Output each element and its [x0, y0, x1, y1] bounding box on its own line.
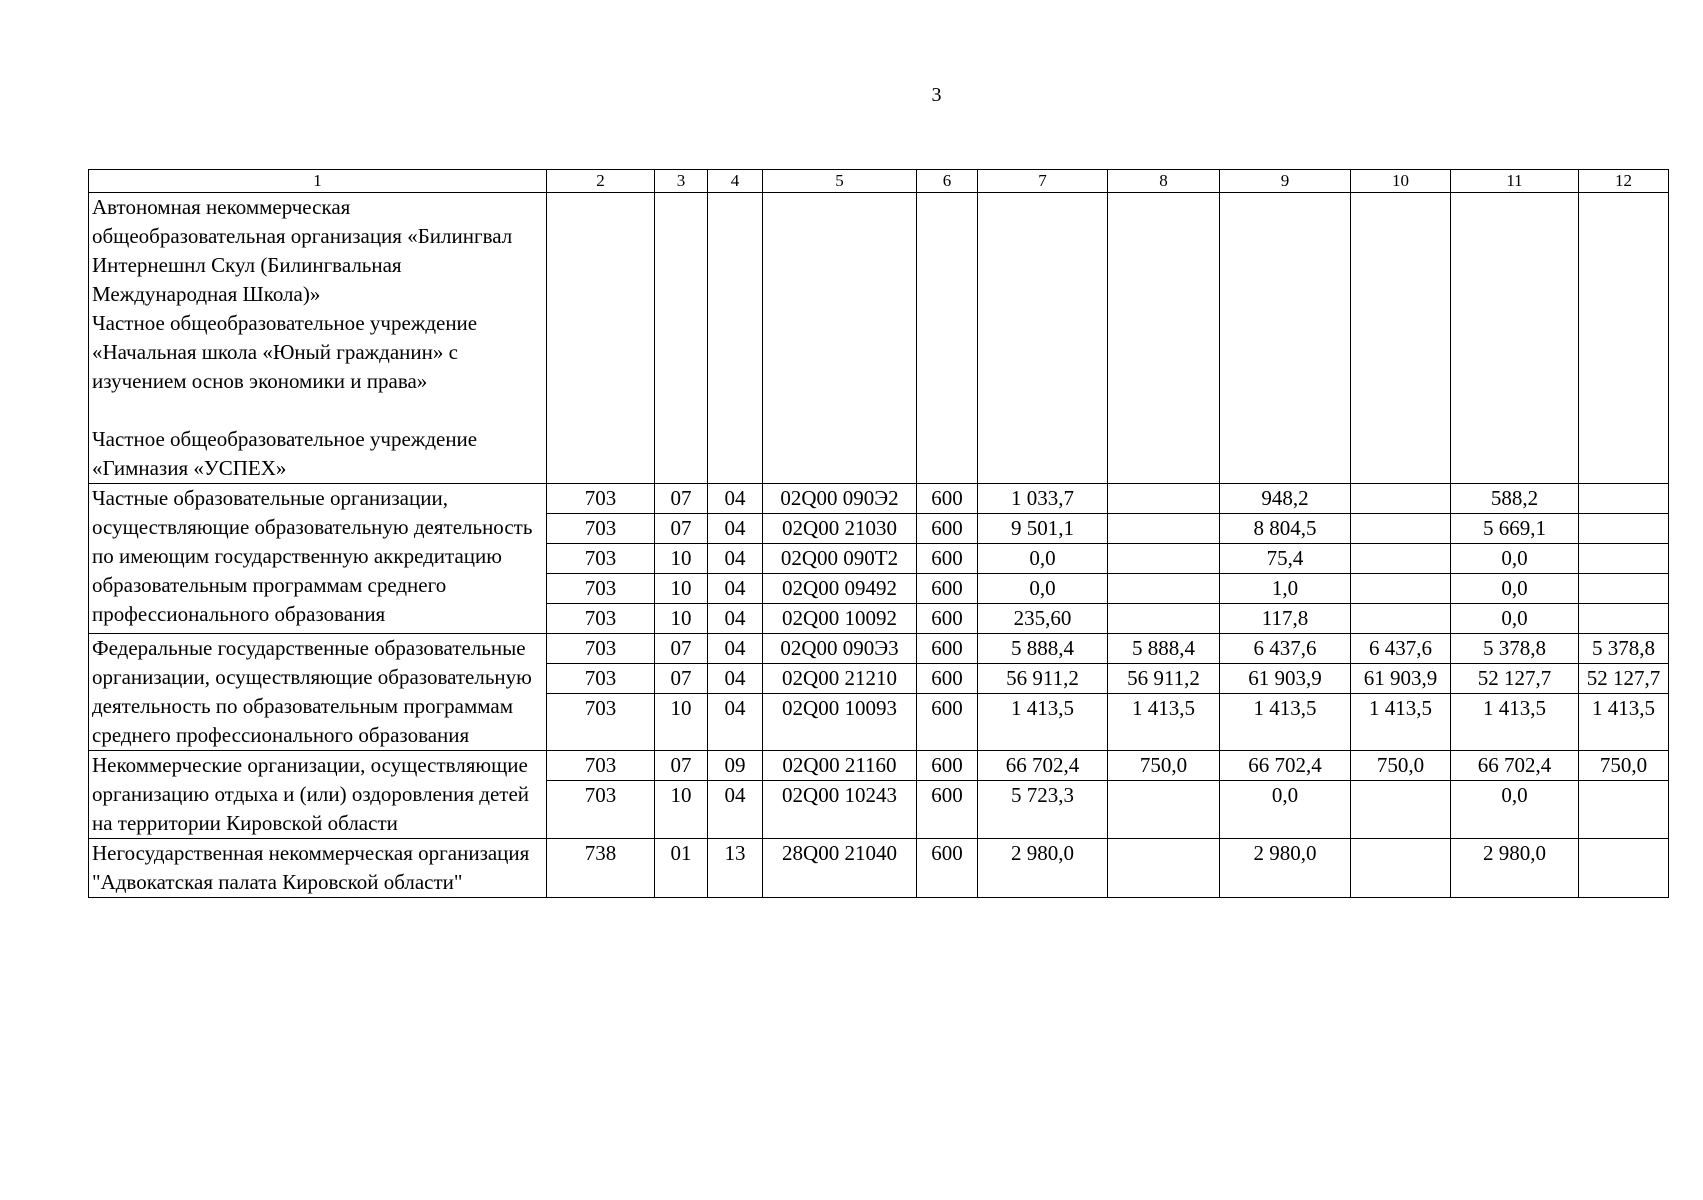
value-cell-col-10: [1351, 751, 1451, 839]
value-cell-col-12: [1579, 484, 1669, 634]
value: 02Q00 10243: [782, 783, 897, 807]
value: [1353, 839, 1448, 868]
value: 117,8: [1261, 606, 1309, 630]
value-cell-col-9: [1220, 193, 1351, 484]
value-cell-col-3: [655, 484, 708, 634]
value-cell-col-8: [1108, 484, 1220, 634]
value: 02Q00 090Т2: [763, 544, 917, 574]
value: 02Q00 090Э2: [763, 484, 917, 514]
organization-name-cell: [89, 839, 547, 898]
value-cell-col-3: [655, 751, 708, 839]
value-cell-col-6: [917, 751, 978, 839]
value: 750,0: [1351, 751, 1451, 781]
value: [1581, 839, 1666, 868]
value: 600: [917, 574, 978, 604]
value: [1581, 604, 1666, 633]
value: 750,0: [1579, 751, 1669, 781]
value: 66 702,4: [978, 751, 1108, 781]
column-header-5: 5: [763, 170, 917, 193]
value: 738: [584, 841, 617, 865]
value: 52 127,7: [1451, 664, 1579, 694]
value: 600: [917, 664, 978, 694]
table-body: [89, 193, 1669, 898]
value-cell-col-10: [1351, 193, 1451, 484]
organization-name-cell: [89, 634, 547, 751]
value-cell-col-8: [1108, 634, 1220, 751]
value-cell-col-10: [1351, 484, 1451, 634]
value: 1 413,5: [1592, 696, 1655, 720]
value: [1579, 514, 1669, 544]
value: 600: [917, 634, 978, 664]
value: 0,0: [978, 574, 1108, 604]
value: [1351, 484, 1451, 514]
value: 04: [708, 544, 763, 574]
value: [1351, 544, 1451, 574]
column-header-12: 12: [1579, 170, 1669, 193]
budget-table-wrapper: [88, 169, 1669, 898]
organization-name-cell: [89, 193, 547, 484]
value-cell-col-6: [917, 484, 978, 634]
value: 04: [708, 514, 763, 544]
value: 10: [655, 544, 708, 574]
value: 0,0: [1451, 544, 1579, 574]
value-cell-col-7: [978, 484, 1108, 634]
value-cell-col-4: [708, 484, 763, 634]
value-cell-col-7: [978, 634, 1108, 751]
value: 66 702,4: [1451, 751, 1579, 781]
value: [1351, 514, 1451, 544]
column-header-11: 11: [1451, 170, 1579, 193]
value: 600: [917, 484, 978, 514]
value-cell-col-11: [1451, 634, 1579, 751]
organization-name: Федеральные государственные образовательные организации, осуществляющие образовательную деятельность по образовательным программам среднего профессионального образования: [92, 636, 532, 747]
value-cell-col-2: [547, 634, 655, 751]
value-cell-col-12: [1579, 634, 1669, 751]
value: 07: [655, 664, 708, 694]
value: 5 888,4: [1108, 634, 1220, 664]
value: 04: [724, 783, 746, 807]
value-cell-col-10: [1351, 634, 1451, 751]
column-header-8: 8: [1108, 170, 1220, 193]
value: 28Q00 21040: [782, 841, 897, 865]
value: 703: [547, 544, 655, 574]
value: 10: [670, 783, 692, 807]
value: 600: [917, 514, 978, 544]
value: [1108, 484, 1220, 514]
value: 0,0: [1451, 574, 1579, 604]
value-cell-col-10: [1351, 839, 1451, 898]
value: 04: [708, 484, 763, 514]
table-row: [89, 751, 1669, 839]
value: 600: [931, 841, 963, 865]
column-header-6: 6: [917, 170, 978, 193]
value: 703: [584, 783, 617, 807]
value: 52 127,7: [1579, 664, 1669, 694]
value: 02Q00 21030: [763, 514, 917, 544]
value: 56 911,2: [978, 664, 1108, 694]
value-cell-col-9: [1220, 751, 1351, 839]
value: 1 413,5: [1483, 696, 1546, 720]
value-cell-col-2: [547, 484, 655, 634]
value: 2 980,0: [1011, 841, 1074, 865]
value: 09: [708, 751, 763, 781]
column-header-10: 10: [1351, 170, 1451, 193]
value: 5 378,8: [1451, 634, 1579, 664]
value-cell-col-8: [1108, 751, 1220, 839]
value-cell-col-6: [917, 193, 978, 484]
value: 703: [547, 634, 655, 664]
value: 0,0: [978, 544, 1108, 574]
value: 948,2: [1220, 484, 1351, 514]
value-cell-col-11: [1451, 484, 1579, 634]
value: 2 980,0: [1483, 841, 1546, 865]
organization-name: Негосударственная некоммерческая организация "Адвокатская палата Кировской области": [92, 841, 530, 894]
value: 02Q00 09492: [763, 574, 917, 604]
value-cell-col-12: [1579, 751, 1669, 839]
value: [1579, 544, 1669, 574]
spacer: [92, 396, 544, 425]
value-cell-col-3: [655, 634, 708, 751]
value: 1,0: [1220, 574, 1351, 604]
value: 04: [708, 574, 763, 604]
organization-name-cell: [89, 484, 547, 634]
value: 600: [917, 544, 978, 574]
value: 10: [655, 574, 708, 604]
value: 703: [547, 751, 655, 781]
value: 07: [655, 751, 708, 781]
value: [1108, 514, 1220, 544]
value: [1579, 484, 1669, 514]
value: 13: [724, 841, 746, 865]
organization-name-cell: [89, 751, 547, 839]
column-header-1: 1: [89, 170, 547, 193]
value-cell-col-11: [1451, 193, 1579, 484]
value: 703: [547, 664, 655, 694]
value: 1 413,5: [1011, 696, 1074, 720]
value: 1 033,7: [978, 484, 1108, 514]
value: 04: [724, 696, 746, 720]
organization-name: Частные образовательные организации, осуществляющие образовательную деятельность по имеющим государственную аккредитацию образовательным программам среднего профессионального образования: [92, 486, 533, 626]
column-number-row: [89, 170, 1669, 193]
value: 235,60: [1013, 606, 1072, 630]
value: 703: [547, 484, 655, 514]
value-cell-col-5: [763, 484, 917, 634]
value: 600: [931, 783, 963, 807]
value-cell-col-4: [708, 193, 763, 484]
value-cell-col-12: [1579, 839, 1669, 898]
value: 600: [931, 606, 963, 630]
value-cell-col-12: [1579, 193, 1669, 484]
value: [1581, 781, 1666, 810]
value-cell-col-4: [708, 634, 763, 751]
value: 0,0: [1501, 783, 1528, 807]
table-row: [89, 193, 1669, 484]
value-cell-col-3: [655, 839, 708, 898]
value: 600: [917, 751, 978, 781]
value: 01: [670, 841, 692, 865]
value: 10: [670, 696, 692, 720]
value: 5 378,8: [1579, 634, 1669, 664]
value-cell-col-2: [547, 193, 655, 484]
table-row: [89, 634, 1669, 751]
value-cell-col-3: [655, 193, 708, 484]
value-cell-col-6: [917, 634, 978, 751]
value: 07: [655, 514, 708, 544]
value: 04: [708, 634, 763, 664]
value-cell-col-9: [1220, 484, 1351, 634]
value: 588,2: [1451, 484, 1579, 514]
value: 02Q00 21160: [763, 751, 917, 781]
value: 9 501,1: [978, 514, 1108, 544]
value: 0,0: [1271, 783, 1299, 807]
value: 5 723,3: [1011, 783, 1074, 807]
value: 2 980,0: [1253, 841, 1317, 865]
value: 1 413,5: [1253, 696, 1317, 720]
value: [1353, 604, 1448, 633]
value-cell-col-11: [1451, 751, 1579, 839]
value: 703: [547, 574, 655, 604]
value: [1353, 781, 1448, 810]
value: 6 437,6: [1351, 634, 1451, 664]
value: 0,0: [1501, 606, 1528, 630]
value: 703: [584, 606, 617, 630]
value-cell-col-5: [763, 634, 917, 751]
page-number: 3: [931, 84, 942, 106]
value: [1351, 574, 1451, 604]
value-cell-col-5: [763, 839, 917, 898]
table-row: [89, 839, 1669, 898]
value-cell-col-8: [1108, 193, 1220, 484]
value: 02Q00 090Э3: [763, 634, 917, 664]
value: [1579, 574, 1669, 604]
value-cell-col-11: [1451, 839, 1579, 898]
value: 1 413,5: [1369, 696, 1432, 720]
value: 703: [547, 514, 655, 544]
value: 56 911,2: [1108, 664, 1220, 694]
column-header-3: 3: [655, 170, 708, 193]
budget-table: [88, 169, 1669, 898]
value: 02Q00 21210: [763, 664, 917, 694]
value: 61 903,9: [1351, 664, 1451, 694]
value-cell-col-2: [547, 839, 655, 898]
organization-name: Частное общеобразовательное учреждение «Начальная школа «Юный гражданин» с изучением основ экономики и права»: [92, 311, 478, 393]
value-cell-col-7: [978, 751, 1108, 839]
value: 04: [724, 606, 746, 630]
value: 10: [670, 606, 692, 630]
column-header-2: 2: [547, 170, 655, 193]
value: 750,0: [1108, 751, 1220, 781]
value: 07: [655, 634, 708, 664]
value: 8 804,5: [1220, 514, 1351, 544]
value: [1108, 544, 1220, 574]
value-cell-col-7: [978, 193, 1108, 484]
value-cell-col-4: [708, 751, 763, 839]
value-cell-col-9: [1220, 839, 1351, 898]
value-cell-col-2: [547, 751, 655, 839]
organization-name: Автономная некоммерческая общеобразовательная организация «Билингвал Интернешнл Скул (Билингвальная Международная Школа)»: [92, 195, 513, 306]
value-cell-col-4: [708, 839, 763, 898]
value: 703: [584, 696, 617, 720]
value: 66 702,4: [1220, 751, 1351, 781]
value: [1110, 781, 1217, 810]
column-header-4: 4: [708, 170, 763, 193]
value: [1110, 839, 1217, 868]
value: 5 669,1: [1451, 514, 1579, 544]
organization-name: Некоммерческие организации, осуществляющие организацию отдыха и (или) оздоровления детей на территории Кировской области: [92, 753, 530, 835]
value-cell-col-7: [978, 839, 1108, 898]
value: [1108, 574, 1220, 604]
table-row: [89, 484, 1669, 634]
column-header-7: 7: [978, 170, 1108, 193]
column-header-9: 9: [1220, 170, 1351, 193]
value: 600: [931, 696, 963, 720]
value: 04: [708, 664, 763, 694]
value: 1 413,5: [1132, 696, 1195, 720]
value-cell-col-8: [1108, 839, 1220, 898]
organization-name: Частное общеобразовательное учреждение «Гимназия «УСПЕХ»: [92, 427, 478, 480]
value: 02Q00 10092: [782, 606, 897, 630]
value: 07: [655, 484, 708, 514]
value: 75,4: [1220, 544, 1351, 574]
value: 6 437,6: [1220, 634, 1351, 664]
value-cell-col-5: [763, 751, 917, 839]
value: 5 888,4: [978, 634, 1108, 664]
value-cell-col-5: [763, 193, 917, 484]
value: 61 903,9: [1220, 664, 1351, 694]
value: [1110, 604, 1217, 633]
value-cell-col-9: [1220, 634, 1351, 751]
value: 02Q00 10093: [782, 696, 897, 720]
value-cell-col-6: [917, 839, 978, 898]
